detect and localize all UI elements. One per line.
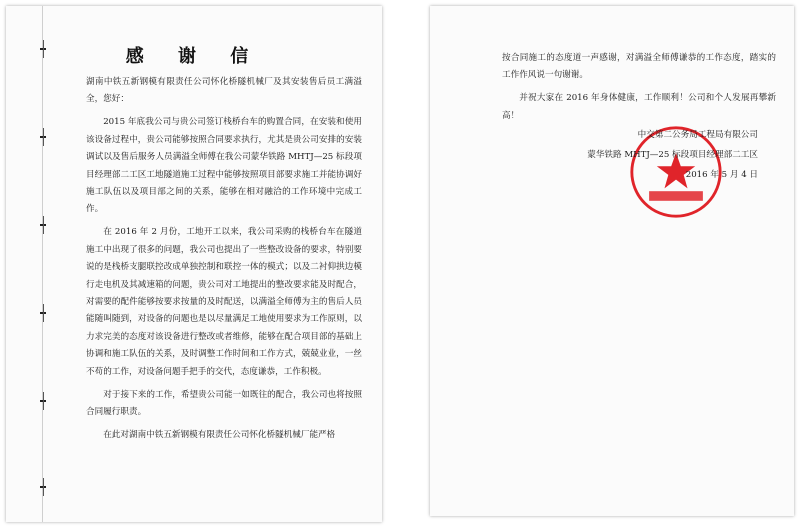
paragraph: 对于接下来的工作，希望贵公司能一如既往的配合，我公司也将按照合同履行职责。: [86, 389, 362, 418]
binding-mark: [40, 136, 46, 138]
salutation: 湖南中铁五新钢模有限责任公司怀化桥隧机械厂及其安装售后员工满溢全，您好：: [86, 77, 362, 105]
signature-project: 蒙华铁路 MHTJ—25 标段项目经理部二工区: [587, 150, 758, 160]
paragraph: 并祝大家在 2016 年身体健康，工作顺利！公司和个人发展再攀新高！: [502, 93, 776, 121]
signature-date: 2016 年 5 月 4 日: [685, 170, 758, 180]
binding-margin-line: [42, 6, 43, 522]
letter-body: [86, 74, 362, 450]
binding-mark: [40, 224, 46, 226]
letter-page-2: [430, 6, 794, 516]
binding-mark: [40, 400, 46, 402]
paragraph: 在此对湖南中铁五新钢模有限责任公司怀化桥隧机械厂能严格: [103, 430, 336, 441]
paragraph: 按合同施工的态度道一声感谢，对满溢全师傅谦恭的工作态度，踏实的工作作风说一句谢谢。: [502, 53, 776, 81]
paragraph: 2015 年底我公司与贵公司签订栈桥台车的购置合同，在安装和使用该设备过程中，贵公司能够按照合同要求执行，尤其是贵公司安排的安装调试以及售后服务人员满溢全师傅在我公司蒙华铁路 MHTJ—25 标段项目经理部二工区工地隧道施工过程中能够按照项目部要求施工并能协调好施工队伍以及项目部之间的关系，能够在相对融洽的工作环境中完成工作。: [86, 117, 362, 215]
paragraph: 在 2016 年 2 月份，工地开工以来，我公司采购的栈桥台车在隧道施工中出现了很多的问题，我公司也提出了一些整改设备的要求，特别要说的是栈桥支腿联控改成单独控制和联控一体的模式；以及二衬仰拱边模行走电机及其减速箱的问题，贵公司对工地提出的整改要求能及时配合，对需要的配件能够按要求按量的及时配送，以满溢全师傅为主的售后人员能随叫随到，对设备的问题也是以尽量满足工地使用要求为工作原则，以力求完美的态度对该设备进行整改或者维修，能够在配合项目部的基础上协调和施工队伍的关系，及时调整工作时间和工作方式，兢兢业业，一丝不苟的工作，对设备问题手把手的交代，态度谦恭，工作积极。: [86, 227, 362, 377]
letter-body-continued: [502, 50, 776, 131]
binding-mark: [40, 486, 46, 488]
letter-page-1: [6, 6, 382, 522]
signature-company: 中交第二公务局工程局有限公司: [637, 130, 758, 140]
letter-title: 感 谢 信: [125, 46, 263, 67]
binding-mark: [40, 312, 46, 314]
